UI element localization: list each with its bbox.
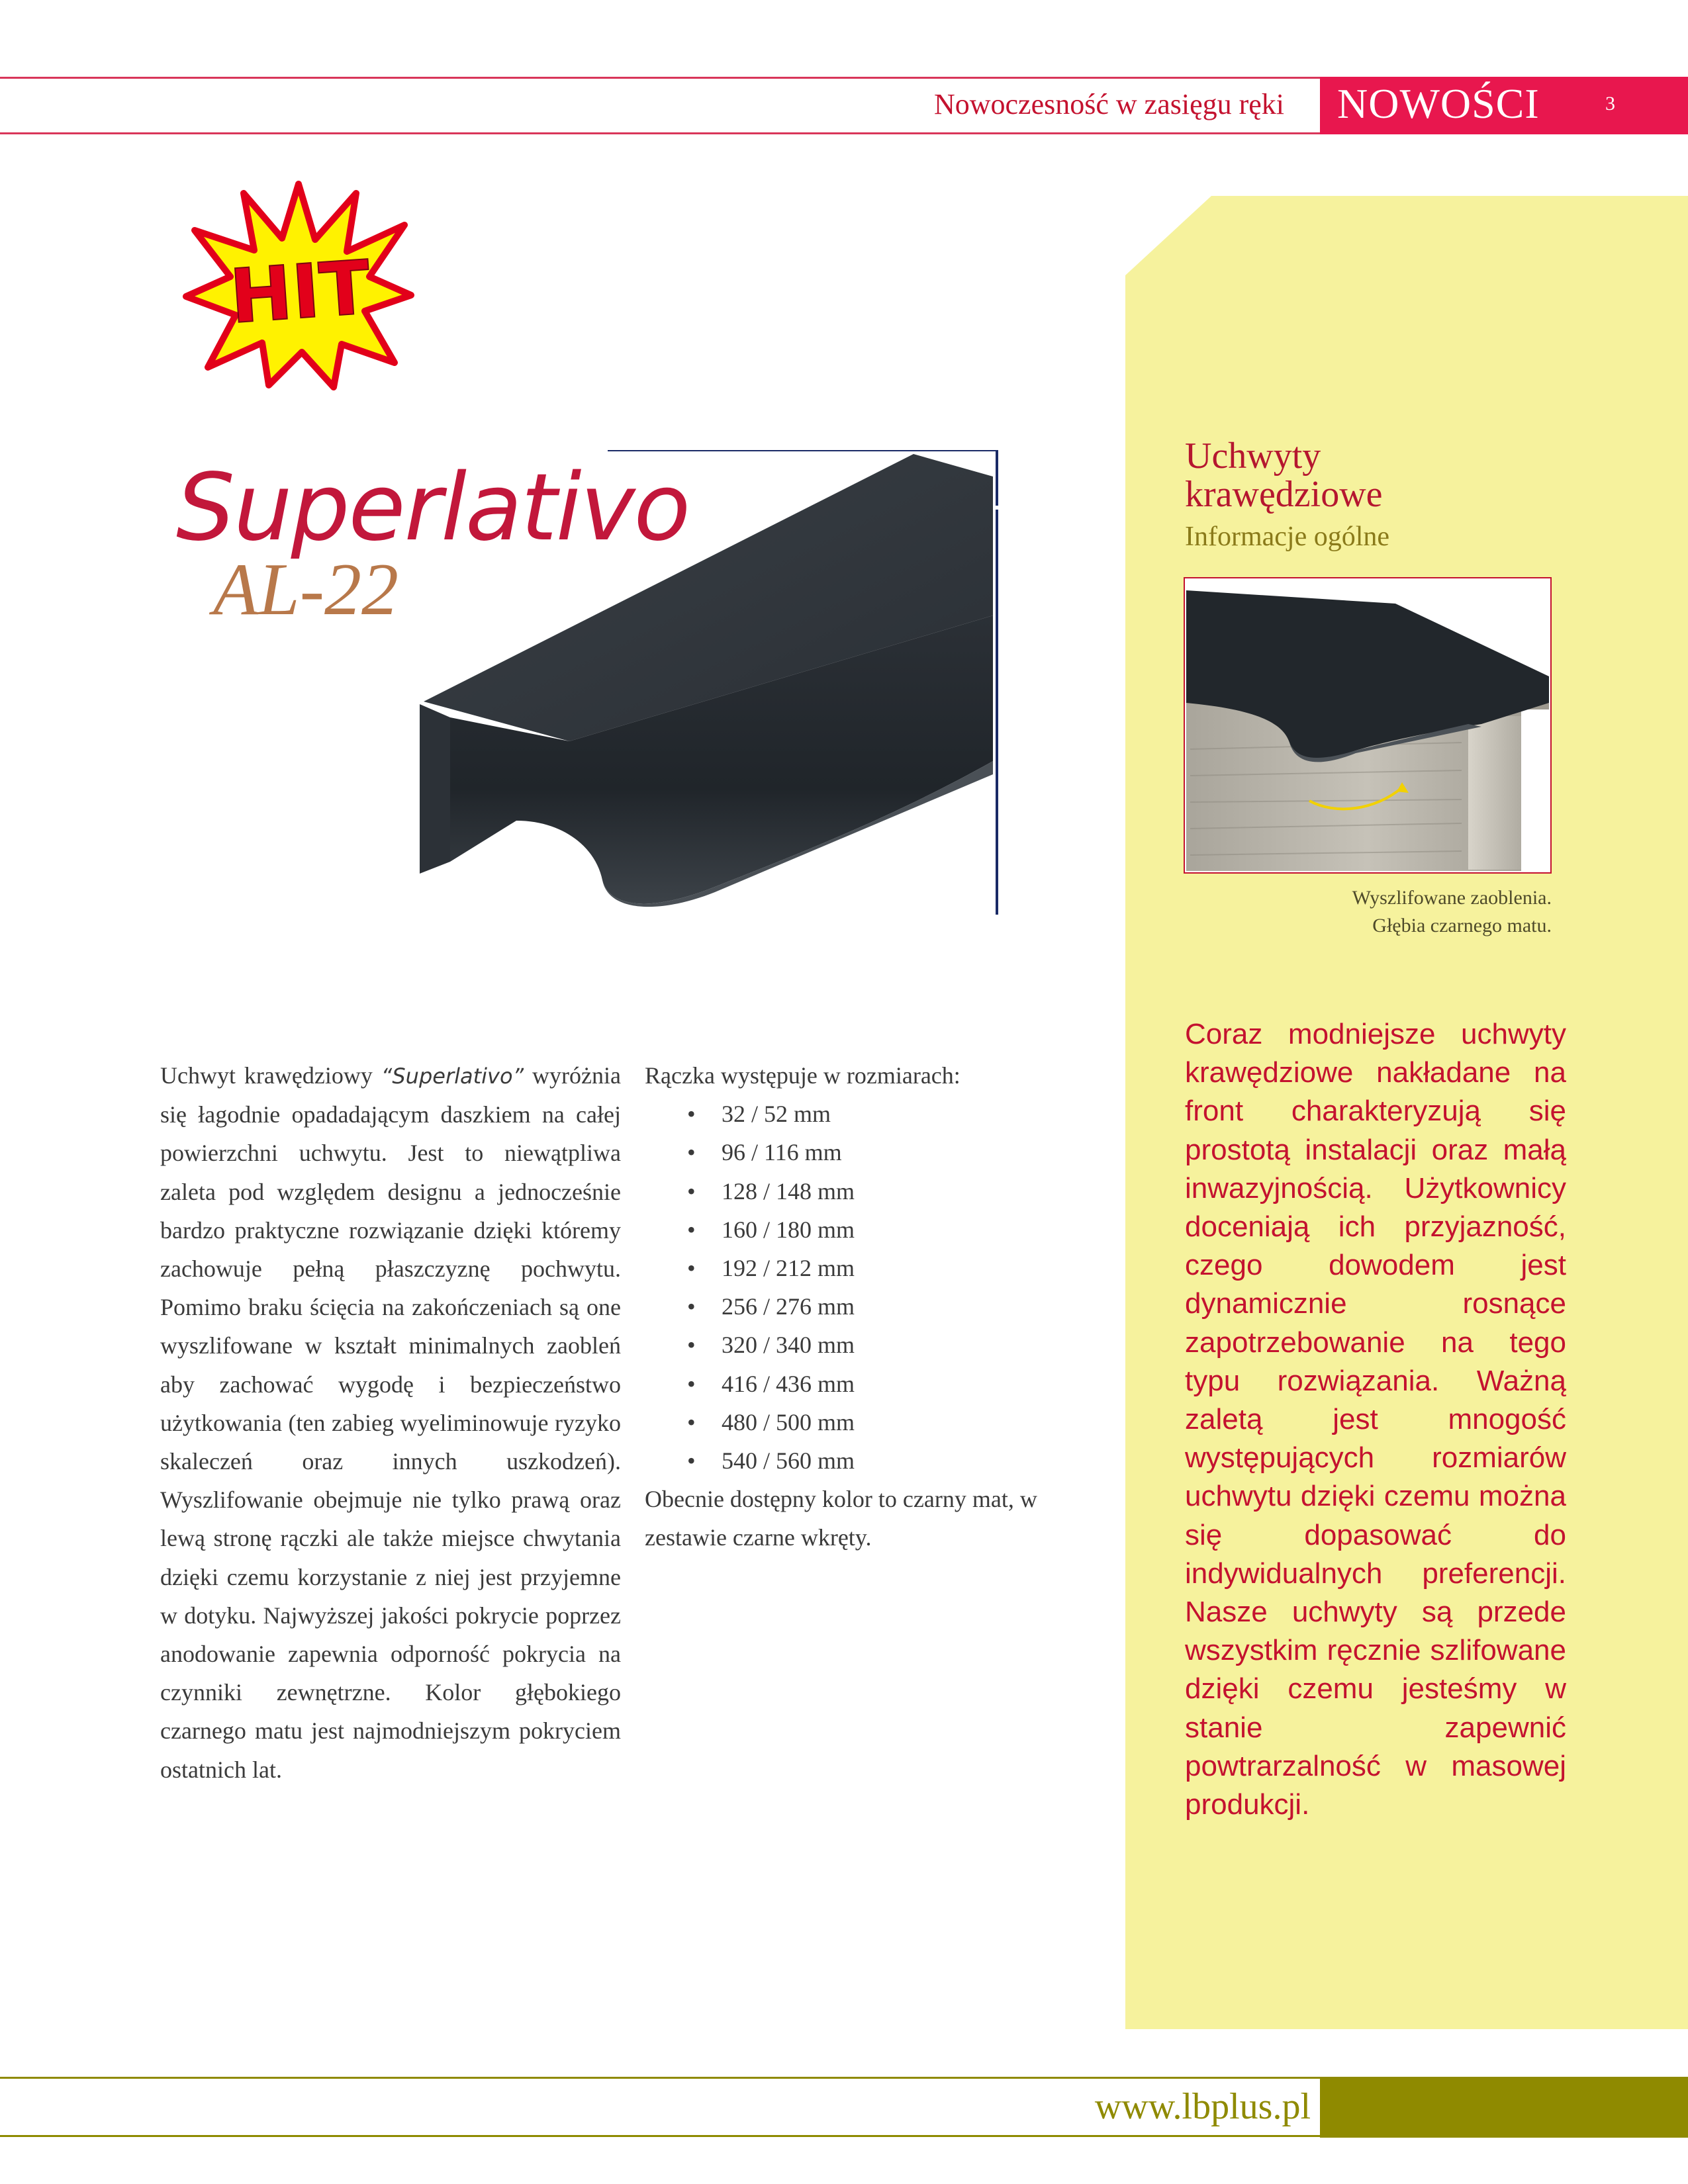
header-tagline: Nowoczesność w zasięgu ręki: [933, 88, 1284, 120]
list-item: • 416 / 436 mm: [687, 1370, 855, 1397]
sidebar-paragraph: Coraz modniejsze uchwyty krawędziowe nakładane na front charakteryzują się prostotą instalacji oraz małą inwazyjnością. Użytkownicy doceniają ich przyjazność, czego dowodem jest dynamicznie rosnące zapotrzebowanie na tego typu rozwiązania. Ważną zaletą jest mnogość występujących rozmiarów uchwytu dzięki czemu można się dopasować do indywidualnych preferencji. Nasze uchwyty są przede wszystkim ręcznie szlifowane dzięki czemu jesteśmy w stanie zapewnić powtrarzalność w masowej produkcji.: [1185, 1018, 1566, 1821]
description-brand: “Superlativo”: [381, 1064, 524, 1089]
list-item: • 256 / 276 mm: [687, 1293, 855, 1320]
page-number: 3: [1605, 93, 1615, 114]
sizes-block: [645, 1056, 1108, 1557]
caption-line1: Wyszlifowane zaoblenia.: [1352, 887, 1552, 909]
sidebar-photo-caption: [1154, 884, 1552, 940]
description-text: wyróżnia się łagodnie opadadającym daszkiem na całej powierzchni uchwytu. Jest to niewątpliwa zaleta pod względem designu a jednocześnie bardzo praktyczne rozwiązanie dzięki któremy zachowuje pełną płaszczyznę pochwytu. Pomimo braku ścięcia na zakończeniach są one wyszlifowane w kształt minimalnych zaobleń aby zachować wygodę i bezpieczeństwo użytkowania (ten zabieg wyeliminowuje ryzyko skaleczeń oraz innych uszkodzeń). Wyszlifowanie obejmuje nie tylko prawą oraz lewą stronę rączki ale także miejsce chwytania dzięki czemu korzystanie z niej jest przyjemne w dotyku. Najwyższej jakości pokrycie poprzez anodowanie zapewnia odporność pokrycia na czynniki zewnętrzne. Kolor głębokiego czarnego matu jest najmodniejszym pokryciem ostatnich lat.: [160, 1062, 621, 1783]
header-section-label: NOWOŚCI: [1337, 80, 1540, 127]
sizes-list: [645, 1095, 1108, 1480]
list-item: • 192 / 212 mm: [687, 1255, 855, 1282]
description-lead: Uchwyt krawędziowy: [160, 1062, 381, 1089]
list-item: • 128 / 148 mm: [687, 1177, 855, 1205]
caption-line2: Głębia czarnego matu.: [1372, 915, 1552, 936]
sidebar-text: [1185, 1015, 1566, 1824]
list-item: • 320 / 340 mm: [687, 1332, 855, 1359]
list-item: • 32 / 52 mm: [687, 1101, 831, 1128]
sidebar-title: [1185, 437, 1383, 514]
sizes-intro: Rączka występuje w rozmiarach:: [645, 1062, 961, 1089]
footer-url-link[interactable]: www.lbplus.pl: [1094, 2086, 1311, 2127]
sidebar-title-line2: krawędziowe: [1185, 474, 1383, 515]
hit-label: HIT: [227, 244, 373, 341]
sidebar-subtitle: Informacje ogólne: [1185, 522, 1390, 552]
sidebar-title-line1: Uchwyty: [1185, 435, 1321, 477]
hit-starburst-icon: [183, 179, 414, 390]
list-item: • 480 / 500 mm: [687, 1408, 855, 1435]
footer-bottom-rule: [0, 2135, 1688, 2137]
product-model: AL-22: [213, 549, 399, 631]
footer-band: [1320, 2077, 1688, 2138]
sizes-note: Obecnie dostępny kolor to czarny mat, w zestawie czarne wkręty.: [645, 1486, 1037, 1551]
product-image: [410, 450, 1006, 927]
list-item: • 540 / 560 mm: [687, 1447, 855, 1475]
list-item: • 160 / 180 mm: [687, 1216, 855, 1243]
sidebar-product-photo: [1184, 577, 1552, 874]
product-name: Superlativo: [176, 454, 690, 562]
list-item: • 96 / 116 mm: [687, 1139, 842, 1166]
product-description: [160, 1056, 621, 1789]
